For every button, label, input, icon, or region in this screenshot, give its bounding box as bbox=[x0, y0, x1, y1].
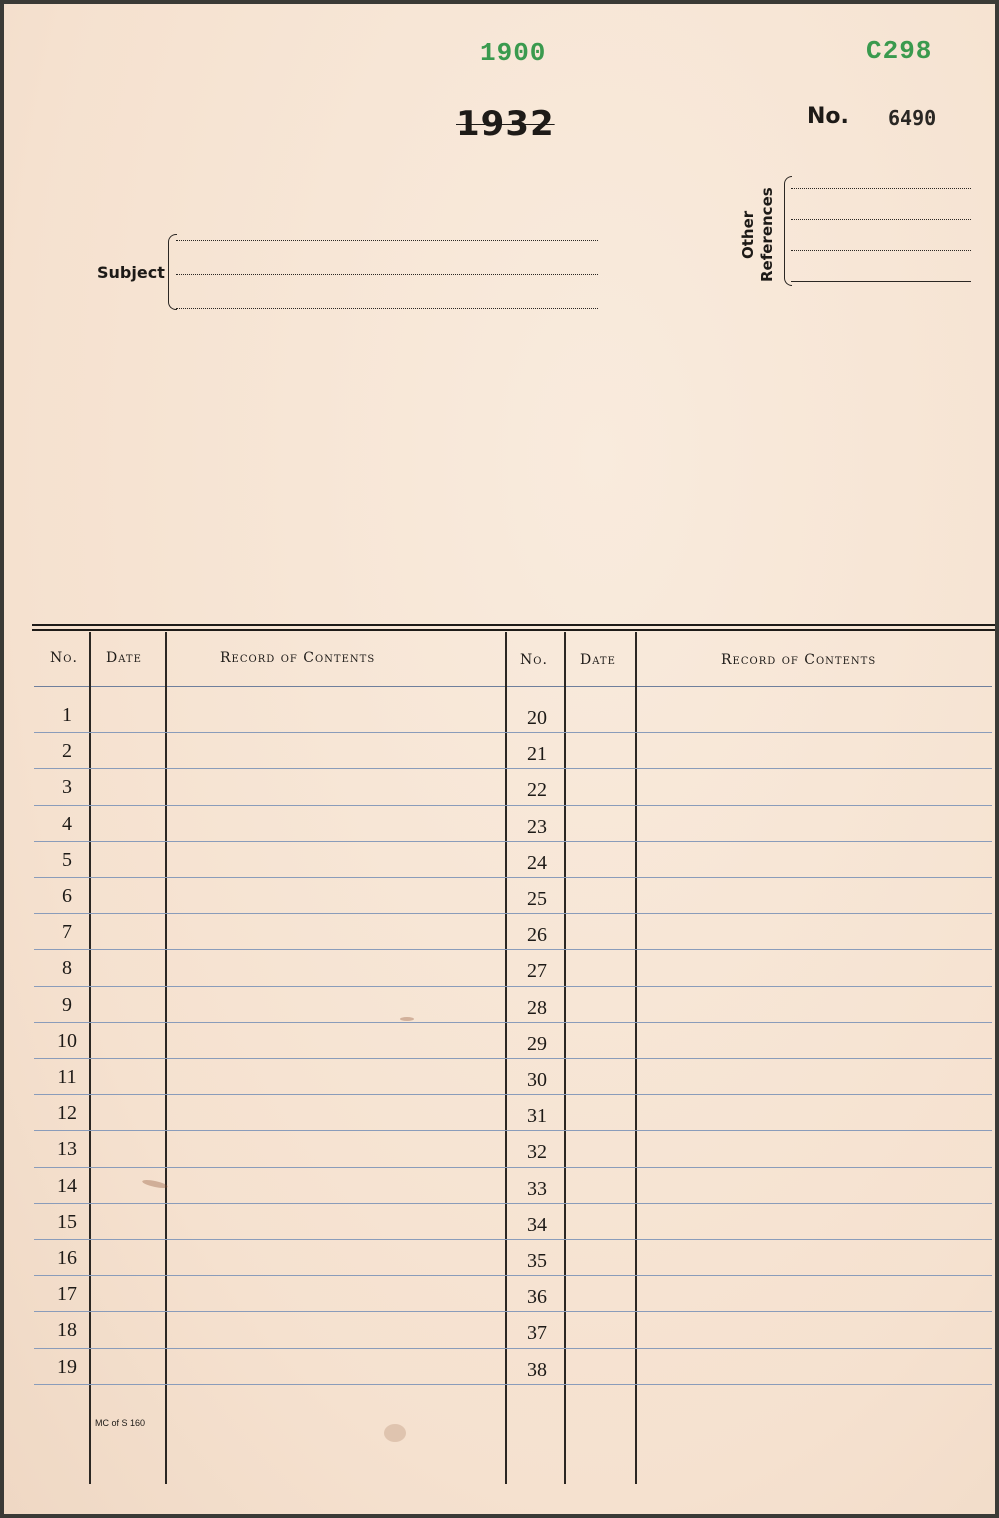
table-row-rule bbox=[34, 913, 992, 914]
left-row-number: 18 bbox=[57, 1319, 77, 1341]
left-row-number: 4 bbox=[62, 813, 72, 835]
file-year: 1932 bbox=[456, 104, 555, 144]
table-row-rule bbox=[34, 1275, 992, 1276]
left-row-number: 1 bbox=[62, 704, 72, 726]
right-row-number: 27 bbox=[527, 960, 547, 982]
subject-line-3 bbox=[176, 308, 598, 309]
table-top-rule-2 bbox=[32, 629, 995, 631]
left-row-number: 16 bbox=[57, 1247, 77, 1269]
left-row-number: 8 bbox=[62, 957, 72, 979]
left-row-number: 15 bbox=[57, 1211, 77, 1233]
other-references-line-4 bbox=[791, 281, 971, 282]
number-label: No. bbox=[807, 104, 849, 129]
header-underline bbox=[34, 686, 992, 687]
left-row-number: 19 bbox=[57, 1356, 77, 1378]
subject-label: Subject bbox=[97, 263, 165, 282]
left-row-number: 17 bbox=[57, 1283, 77, 1305]
left-row-number: 9 bbox=[62, 994, 72, 1016]
left-row-number: 14 bbox=[57, 1175, 77, 1197]
right-row-number: 35 bbox=[527, 1250, 547, 1272]
right-row-number: 32 bbox=[527, 1141, 547, 1163]
right-row-number: 30 bbox=[527, 1069, 547, 1091]
other-references-brace bbox=[784, 176, 792, 286]
left-row-number: 3 bbox=[62, 776, 72, 798]
table-row-rule bbox=[34, 1348, 992, 1349]
green-reference-stamp: C298 bbox=[866, 36, 933, 66]
left-row-number: 13 bbox=[57, 1138, 77, 1160]
file-cover-page bbox=[4, 4, 995, 1514]
right-row-number: 21 bbox=[527, 743, 547, 765]
right-row-number: 31 bbox=[527, 1105, 547, 1127]
right-row-number: 22 bbox=[527, 779, 547, 801]
table-row-rule bbox=[34, 1022, 992, 1023]
subject-brace bbox=[168, 234, 177, 310]
left-row-number: 11 bbox=[57, 1066, 77, 1088]
other-references-line-3 bbox=[791, 250, 971, 251]
subject-line-1 bbox=[176, 240, 598, 241]
left-row-number: 6 bbox=[62, 885, 72, 907]
right-row-number: 28 bbox=[527, 997, 547, 1019]
left-row-number: 2 bbox=[62, 740, 72, 762]
right-row-number: 34 bbox=[527, 1214, 547, 1236]
table-row-rule bbox=[34, 1167, 992, 1168]
other-references-line-1 bbox=[791, 188, 971, 189]
stain-mark bbox=[384, 1424, 406, 1442]
table-row-rule bbox=[34, 1311, 992, 1312]
table-top-rule bbox=[32, 624, 995, 626]
right-header-date: Date bbox=[580, 652, 616, 668]
right-row-number: 38 bbox=[527, 1359, 547, 1381]
stain-mark bbox=[400, 1017, 414, 1021]
table-row-rule bbox=[34, 986, 992, 987]
other-references-label: Other References bbox=[739, 187, 776, 283]
right-row-number: 29 bbox=[527, 1033, 547, 1055]
table-row-rule bbox=[34, 732, 992, 733]
table-row-rule bbox=[34, 1239, 992, 1240]
right-row-number: 33 bbox=[527, 1178, 547, 1200]
left-row-number: 12 bbox=[57, 1102, 77, 1124]
subject-line-2 bbox=[176, 274, 598, 275]
right-row-number: 37 bbox=[527, 1322, 547, 1344]
table-row-rule bbox=[34, 1130, 992, 1131]
table-row-rule bbox=[34, 1094, 992, 1095]
table-row-rule bbox=[34, 1384, 992, 1385]
left-row-number: 5 bbox=[62, 849, 72, 871]
table-row-rule bbox=[34, 1203, 992, 1204]
table-row-rule bbox=[34, 768, 992, 769]
table-row-rule bbox=[34, 877, 992, 878]
left-header-date: Date bbox=[106, 650, 142, 666]
left-row-number: 10 bbox=[57, 1030, 77, 1052]
right-row-number: 36 bbox=[527, 1286, 547, 1308]
left-header-record: Record of Contents bbox=[220, 650, 376, 666]
right-row-number: 23 bbox=[527, 816, 547, 838]
left-header-no: No. bbox=[50, 650, 78, 666]
right-row-number: 20 bbox=[527, 707, 547, 729]
other-references-line-2 bbox=[791, 219, 971, 220]
left-row-number: 7 bbox=[62, 921, 72, 943]
right-header-no: No. bbox=[520, 652, 548, 668]
table-row-rule bbox=[34, 805, 992, 806]
right-row-number: 24 bbox=[527, 852, 547, 874]
right-header-record: Record of Contents bbox=[721, 652, 877, 668]
file-number: 6490 bbox=[888, 106, 937, 130]
table-row-rule bbox=[34, 1058, 992, 1059]
table-row-rule bbox=[34, 841, 992, 842]
right-row-number: 26 bbox=[527, 924, 547, 946]
right-row-number: 25 bbox=[527, 888, 547, 910]
table-row-rule bbox=[34, 949, 992, 950]
form-code: MC of S 160 bbox=[95, 1418, 146, 1428]
green-year-stamp: 1900 bbox=[480, 38, 547, 68]
